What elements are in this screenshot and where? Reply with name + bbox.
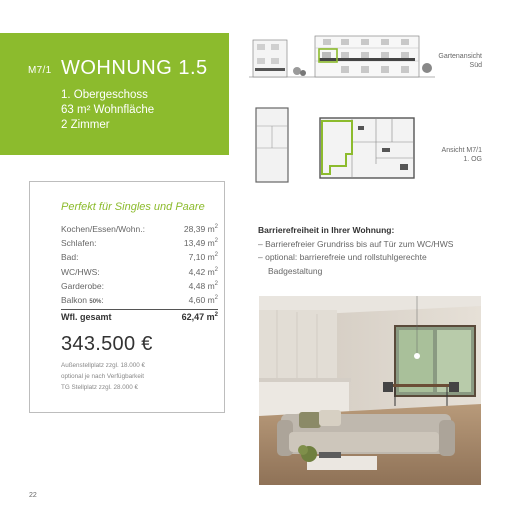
room-value: 28,39 $m^2$ — [183, 224, 218, 234]
accessibility-item: Badgestaltung — [268, 265, 323, 276]
parking-note: optional je nach Verfügbarkeit — [61, 373, 144, 380]
room-row — [61, 267, 218, 281]
balcony-share-tag: 50% — [89, 298, 102, 305]
total-area-row — [61, 312, 218, 326]
room-row — [61, 295, 218, 309]
room-value: 4,42 $m^2$ — [188, 266, 218, 277]
unit-rooms: 2 Zimmer — [61, 119, 110, 131]
accessibility-item: – Barrierefreier Grundriss bis auf Tür zum WC/HWS — [258, 238, 454, 249]
floor-plan-drawing — [252, 104, 418, 184]
room-value: 7,10 $m^2$ — [188, 252, 218, 263]
total-divider — [61, 309, 218, 310]
accessibility-heading: Barrierefreiheit in Ihrer Wohnung: — [258, 225, 395, 235]
room-row — [61, 281, 218, 295]
total-label: Wfl. gesamt — [61, 312, 112, 322]
room-value: 13,49 $m^2$ — [183, 238, 218, 249]
interior-photo — [259, 296, 481, 485]
floorplan-caption-line1: Ansicht M7/1 — [441, 147, 482, 154]
room-label: Schlafen: — [61, 238, 97, 249]
tagline: Perfekt für Singles und Paare — [61, 201, 205, 213]
total-value: 62,47 $m^2$ — [181, 312, 218, 322]
room-label: Bad: — [61, 252, 79, 263]
unit-floor: 1. Obergeschoss — [61, 89, 148, 101]
unit-area: 63 m² Wohnfläche — [61, 104, 155, 116]
accessibility-section — [258, 224, 453, 278]
room-row — [61, 238, 218, 252]
unit-title: WOHNUNG 1.5 — [61, 57, 208, 79]
room-label: Balkon 50%: — [61, 294, 104, 305]
unit-summary — [61, 88, 154, 133]
room-label: Garderobe: — [61, 280, 104, 291]
room-label: WC/HWS: — [61, 266, 100, 277]
details-box — [29, 181, 225, 413]
room-row — [61, 252, 218, 266]
parking-note: Außenstellplatz zzgl. 18.000 € — [61, 362, 146, 369]
accessibility-item: – optional: barrierefreie und rollstuhlgerechte — [258, 252, 427, 262]
unit-header — [0, 33, 229, 155]
price: 343.500 € — [61, 333, 153, 355]
unit-code: M7/1 — [28, 65, 52, 76]
floorplan-caption — [420, 146, 482, 164]
floorplan-caption-line2: 1. OG — [463, 156, 482, 163]
parking-notes — [61, 360, 145, 393]
garden-elevation-drawing — [249, 30, 437, 82]
room-value: 4,48 $m^2$ — [188, 280, 218, 291]
elevation-caption-line2: Süd — [469, 62, 482, 69]
room-list — [61, 224, 218, 309]
room-label: Kochen/Essen/Wohn.: — [61, 224, 145, 234]
parking-note: TG Stellplatz zzgl. 28.000 € — [61, 384, 139, 391]
page-number: 22 — [29, 492, 37, 499]
elevation-caption — [420, 52, 482, 70]
elevation-caption-line1: Gartenansicht — [438, 53, 482, 60]
room-value: 4,60 $m^2$ — [188, 294, 218, 305]
room-row — [61, 224, 218, 238]
